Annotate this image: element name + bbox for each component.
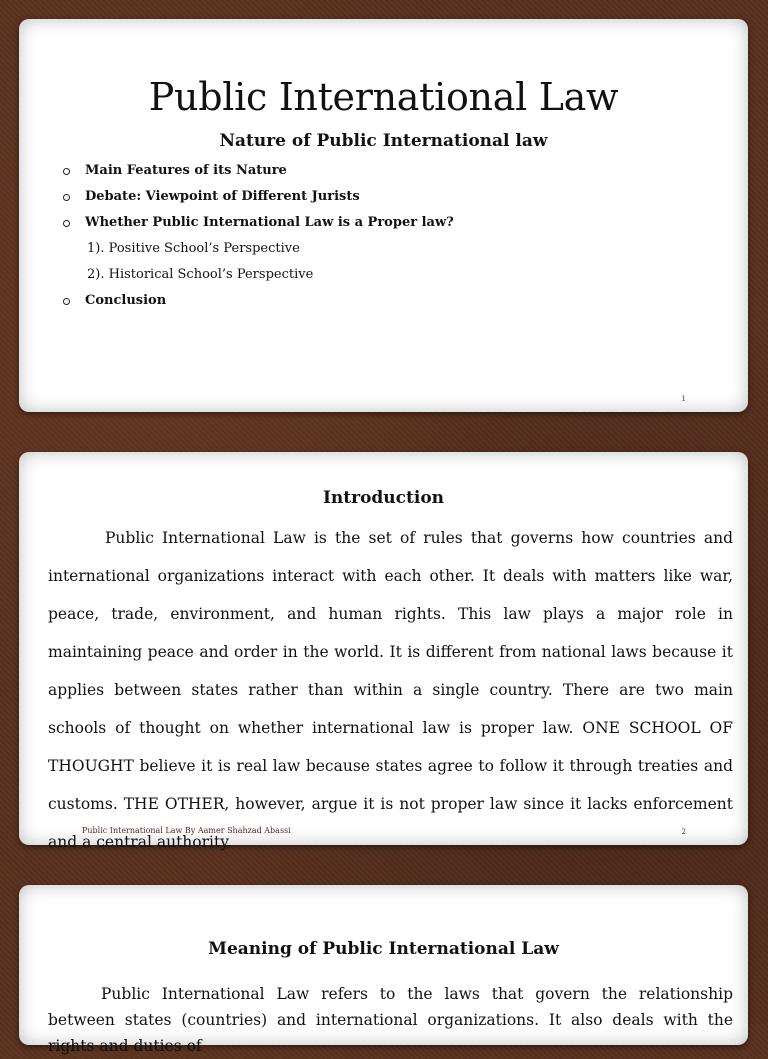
footer-credit: Public International Law By Aamer Shahzad Abassi	[82, 826, 291, 835]
meaning-paragraph: Public International Law refers to the laws that govern the relationship between states (countries) and international organizations. It also deals with the rights and duties of	[48, 985, 733, 1055]
slide-subtitle: Nature of Public International law	[219, 131, 548, 151]
slide-1	[19, 19, 748, 412]
page-number: 1	[681, 395, 686, 403]
topic-item: Debate: Viewpoint of Different Jurists	[61, 188, 454, 214]
introduction-paragraph: Public International Law is the set of rules that governs how countries and international organizations interact with each other. It deals with matters like war, peace, trade, environment, and human rights. This law plays a major role in maintaining peace and order in the world. It is different from national laws because it applies between states rather than within a single country. There are two main schools of thought on whether international law is proper law. ONE SCHOOL OF THOUGHT believe it is real law because states agree to follow it through treaties and customs. THE OTHER, however, argue it is not proper law since it lacks enforcement and a central authority.	[48, 529, 733, 851]
topic-subitem: 1). Positive School’s Perspective	[87, 241, 300, 256]
topic-subitem: 2). Historical School’s Perspective	[87, 267, 314, 282]
topic-list	[61, 162, 454, 318]
slide-title: Public International Law	[148, 75, 619, 119]
topic-item: Conclusion	[61, 292, 454, 318]
topic-item: Main Features of its Nature	[61, 162, 454, 188]
slide-heading: Meaning of Public International Law	[208, 939, 559, 959]
slide-heading: Introduction	[322, 488, 445, 508]
page-number: 2	[681, 828, 686, 836]
topic-item: Whether Public International Law is a Proper law?	[61, 214, 454, 240]
slide-2	[19, 452, 748, 851]
slide-3	[19, 885, 748, 1055]
